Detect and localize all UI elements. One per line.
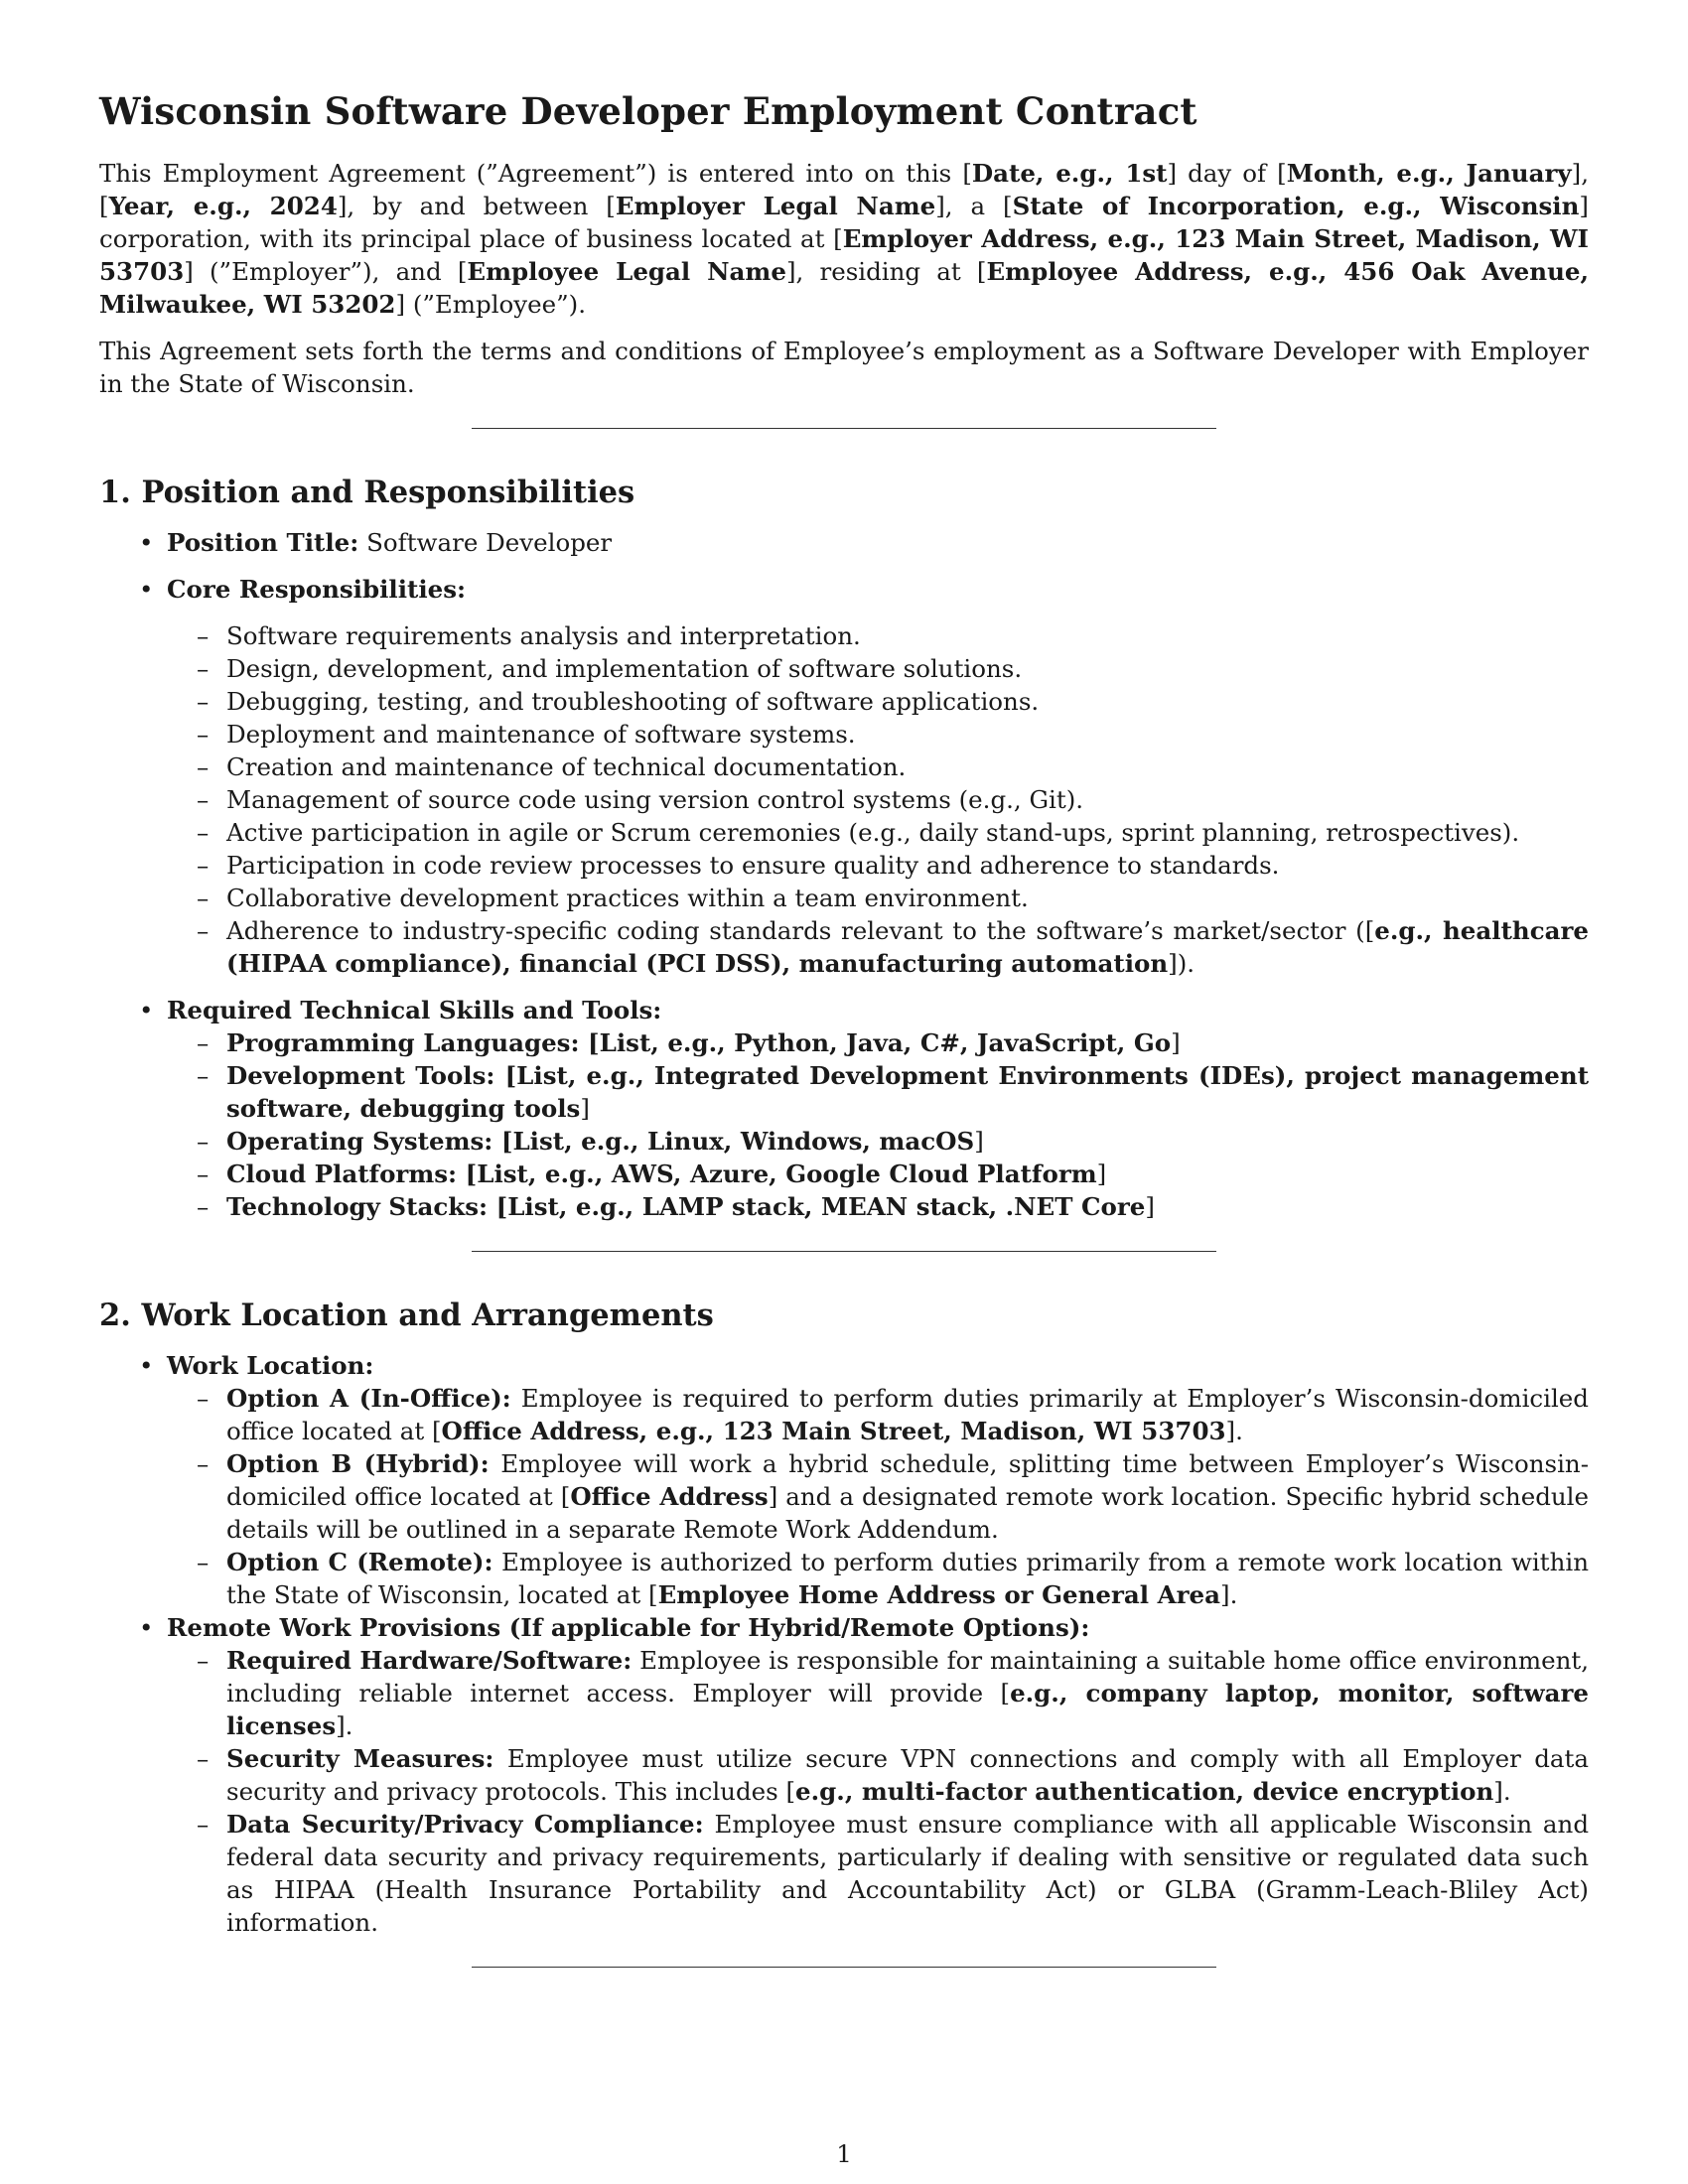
core-responsibility-item: – Design, development, and implementation of software solutions.	[226, 652, 1589, 685]
option-c-placeholder: Employee Home Address or General Area	[657, 1580, 1221, 1609]
section-divider	[472, 428, 1216, 429]
core-responsibility-item: – Software requirements analysis and interpretation.	[226, 619, 1589, 652]
technical-skills-item	[167, 994, 1589, 1223]
option-c-end: ].	[1220, 1580, 1238, 1609]
skill-label: Development Tools:	[226, 1061, 495, 1090]
skill-label: Operating Systems:	[226, 1127, 493, 1156]
hardware-text: Employee is responsible for maintaining a suitable home office environment, including reliable internet access. Employer will provide [	[226, 1646, 1589, 1707]
core-responsibility-item: – Participation in code review processes to ensure quality and adherence to standards.	[226, 849, 1589, 882]
intro-placeholder: Month, e.g., January	[1286, 159, 1572, 188]
skill-value: List, e.g., LAMP stack, MEAN stack, .NET Core	[507, 1192, 1146, 1221]
bracket: ]	[1171, 1028, 1181, 1057]
intro-text: ] day of [	[1167, 159, 1287, 188]
intro-text: ] (”Employer”), and [	[184, 257, 468, 286]
option-b-placeholder: Office Address	[570, 1482, 769, 1511]
skill-value: List, e.g., Integrated Development Environments (IDEs), project management software, debugging tools	[226, 1061, 1590, 1123]
intro-text: [	[962, 159, 972, 188]
option-a-text: Employee is required to perform duties primarily at Employer’s Wisconsin-domiciled office located at [	[226, 1384, 1589, 1445]
bracket: ]	[580, 1094, 590, 1123]
skill-label: Cloud Platforms:	[226, 1160, 458, 1188]
technical-skills-list	[167, 1026, 1589, 1223]
remote-provisions-label: Remote Work Provisions (If applicable for Hybrid/Remote Options):	[167, 1613, 1090, 1642]
intro-placeholder: Year, e.g., 2024	[108, 192, 338, 220]
skill-item	[226, 1059, 1589, 1125]
option-b-end: ] and a designated remote work location. Specific hybrid schedule details will be outlined in a separate Remote Work Addendum.	[226, 1482, 1589, 1544]
bracket: ]	[1096, 1160, 1107, 1188]
skill-item	[226, 1190, 1589, 1223]
position-title-label: Position Title:	[167, 528, 359, 557]
option-c-label: Option C (Remote):	[226, 1548, 493, 1576]
section-heading-position: 1. Position and Responsibilities	[99, 475, 635, 510]
skill-value: List, e.g., AWS, Azure, Google Cloud Platform	[477, 1160, 1097, 1188]
core-last-text: Adherence to industry-specific coding standards relevant to the software’s market/sector ([	[226, 916, 1375, 945]
option-b-label: Option B (Hybrid):	[226, 1449, 490, 1478]
intro-placeholder: Date, e.g., 1st	[971, 159, 1168, 188]
skill-value: List, e.g., Python, Java, C#, JavaScript, Go	[599, 1028, 1172, 1057]
intro-text: This Employment Agreement (”Agreement”) is entered into on this	[99, 159, 963, 188]
core-responsibility-item: – Deployment and maintenance of software systems.	[226, 718, 1589, 751]
bracket: [	[579, 1028, 600, 1057]
security-item	[226, 1742, 1589, 1808]
intro-placeholder: Employer Legal Name	[615, 192, 936, 220]
intro-placeholder: Employee Legal Name	[467, 257, 786, 286]
intro-paragraph	[99, 157, 1589, 321]
security-end: ].	[1493, 1777, 1511, 1806]
intro-text: ] corporation, with its principal place of business located at [	[99, 192, 1589, 253]
work-location-label: Work Location:	[167, 1351, 374, 1380]
skill-value: List, e.g., Linux, Windows, macOS	[512, 1127, 975, 1156]
intro-text: ], [	[99, 159, 1589, 220]
core-responsibility-item: – Management of source code using version control systems (e.g., Git).	[226, 783, 1589, 816]
skill-label: Programming Languages:	[226, 1028, 580, 1057]
privacy-label: Data Security/Privacy Compliance:	[226, 1810, 704, 1839]
core-last-end: ]).	[1168, 949, 1196, 978]
core-responsibility-item: – Collaborative development practices within a team environment.	[226, 882, 1589, 914]
intro-placeholder: Employer Address, e.g., 123 Main Street, Madison, WI 53703	[99, 224, 1589, 286]
document-page	[99, 87, 1589, 2011]
option-a-end: ].	[1225, 1417, 1243, 1445]
security-text: Employee must utilize secure VPN connections and comply with all Employer data security and privacy protocols. This includes [	[226, 1744, 1589, 1806]
intro-placeholder: Employee Address, e.g., 456 Oak Avenue, Milwaukee, WI 53202	[99, 257, 1589, 319]
bracket: [	[488, 1192, 508, 1221]
core-responsibility-item: – Creation and maintenance of technical documentation.	[226, 751, 1589, 783]
intro-text: ], a [	[935, 192, 1013, 220]
core-responsibility-item	[226, 914, 1589, 980]
core-last-placeholder: e.g., healthcare (HIPAA compliance), financial (PCI DSS), manufacturing automation	[226, 916, 1589, 978]
position-list	[99, 526, 1589, 1223]
privacy-text: Employee must ensure compliance with all applicable Wisconsin and federal data security and privacy requirements, particularly if dealing with sensitive or regulated data such as HIPAA (Health Insurance Portability and Accountability Act) or GLBA (Gramm-Leach-Bliley Act) information.	[226, 1810, 1589, 1937]
skill-item	[226, 1026, 1589, 1059]
work-location-item	[167, 1349, 1589, 1611]
remote-provisions-list	[167, 1644, 1589, 1939]
intro-text: ] (”Employee”).	[395, 290, 586, 319]
section-divider	[472, 1251, 1216, 1252]
bracket: [	[494, 1061, 517, 1090]
document-title: Wisconsin Software Developer Employment Contract	[99, 89, 1197, 133]
hardware-label: Required Hardware/Software:	[226, 1646, 633, 1675]
option-a-label: Option A (In-Office):	[226, 1384, 511, 1413]
bracket: [	[492, 1127, 513, 1156]
core-responsibility-item: – Active participation in agile or Scrum ceremonies (e.g., daily stand-ups, sprint planning, retrospectives).	[226, 816, 1589, 849]
option-c-text: Employee is authorized to perform duties primarily from a remote work location within the State of Wisconsin, located at [	[226, 1548, 1590, 1609]
bracket: [	[457, 1160, 478, 1188]
option-a-item	[226, 1382, 1589, 1447]
hardware-item	[226, 1644, 1589, 1742]
work-location-list	[99, 1349, 1589, 1939]
core-responsibility-item: – Debugging, testing, and troubleshooting of software applications.	[226, 685, 1589, 718]
bracket: ]	[1145, 1192, 1155, 1221]
privacy-item	[226, 1808, 1589, 1939]
remote-provisions-item	[167, 1611, 1589, 1939]
core-responsibilities-list	[167, 619, 1589, 980]
bracket: ]	[974, 1127, 984, 1156]
work-location-options	[167, 1382, 1589, 1611]
intro-purpose-paragraph: This Agreement sets forth the terms and conditions of Employee’s employment as a Software Developer with Employer in the State of Wisconsin.	[99, 337, 1589, 398]
intro-text: ], by and between [	[337, 192, 616, 220]
security-label: Security Measures:	[226, 1744, 494, 1773]
core-responsibilities-label: Core Responsibilities:	[167, 575, 467, 604]
section-divider	[472, 1967, 1216, 1968]
intro-text: ], residing at [	[785, 257, 987, 286]
skill-item	[226, 1158, 1589, 1190]
page-number: 1	[836, 2139, 852, 2168]
core-responsibilities-item	[167, 573, 1589, 980]
option-b-item	[226, 1447, 1589, 1546]
security-placeholder: e.g., multi-factor authentication, device encryption	[795, 1777, 1494, 1806]
skill-item	[226, 1125, 1589, 1158]
hardware-placeholder: e.g., company laptop, monitor, software licenses	[226, 1679, 1589, 1740]
technical-skills-label: Required Technical Skills and Tools:	[167, 996, 662, 1024]
position-title-item	[167, 526, 1589, 559]
hardware-end: ].	[336, 1711, 353, 1740]
option-a-placeholder: Office Address, e.g., 123 Main Street, Madison, WI 53703	[441, 1417, 1226, 1445]
section-heading-work-location: 2. Work Location and Arrangements	[99, 1297, 714, 1333]
intro-placeholder: State of Incorporation, e.g., Wisconsin	[1012, 192, 1580, 220]
option-c-item	[226, 1546, 1589, 1611]
skill-label: Technology Stacks:	[226, 1192, 489, 1221]
option-b-text: Employee will work a hybrid schedule, splitting time between Employer’s Wisconsin-domiciled office located at [	[226, 1449, 1589, 1511]
position-title-value: Software Developer	[358, 528, 613, 557]
